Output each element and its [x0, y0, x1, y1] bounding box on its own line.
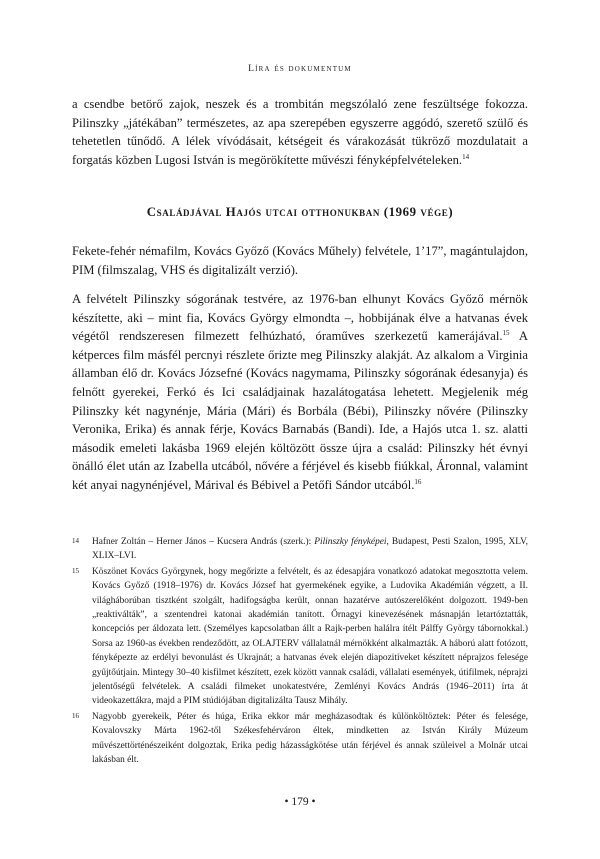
paragraph-main	[72, 290, 528, 495]
footnote-text: Hafner Zoltán – Herner János – Kucsera András (szerk.):	[92, 537, 315, 547]
section-title: Családjával Hajós utcai otthonukban (1969 vége)	[146, 205, 454, 219]
footnote-title: Pilinszky fényképei	[314, 537, 387, 547]
footnote-number: 16	[72, 711, 79, 720]
film-description: Fekete-fehér némafilm, Kovács Győző (Kovács Műhely) felvétele, 1’17”, magántulajdon, PIM (filmszalag, VHS és digitalizált verzió).	[72, 244, 528, 277]
footnote-ref[interactable]: 15	[502, 329, 510, 337]
footnotes	[72, 535, 528, 769]
footnote-text: Nagyobb gyerekeik, Péter és húga, Erika ekkor már megházasodtak és különköltöztek: Péter és felesége, Kovalovszky Márta 1962-től Székesfehérváron éltek, mindketten az István Király Múzeum művészettörténészeiként dolgoztak, Erika pedig házasságkötése után férjével és annak szüleivel a Molnár utcai lakásban élt.	[92, 711, 528, 766]
footnote	[72, 565, 528, 709]
running-head: Líra és dokumentum	[248, 64, 352, 74]
paragraph-text: A felvételt Pilinszky sógorának testvére, az 1976-ban elhunyt Kovács Győző mérnök készítette, aki – mint fia, Kovács György elmondta –, hobbijának élve a hatvanas évek végétől rendszeresen filmezett felhúzható, óraműves szerkezetű kamerájával.	[72, 292, 528, 344]
footnote-ref[interactable]: 16	[414, 477, 422, 486]
footnote-ref[interactable]: 14	[462, 152, 470, 161]
footnote	[72, 710, 528, 768]
paragraph-text: a csendbe betörő zajok, neszek és a trombitán megszólaló zene feszültsége fokozza. Pilinszky „játékában” természetes, az apa szerepében egyszerre aggódó, szerető szülő és tehetetlen tűnődő. A lélek vívódásait, kétségeit és várakozását tükröző mozdulatait a forgatás közben Lugosi István is megörökítette művészi fényképfelvételeken.	[72, 97, 528, 167]
footnote-text: Köszönet Kovács Györgynek, hogy megőrizte a felvételt, és az édesapjára vonatkozó adatokat megosztotta velem. Kovács Győző (1918–1976) dr. Kovács József hat gyermekének egyike, a Ludovika Akadémián végzett, a II. világháborúban tisztként szolgált, hadifogságba került, onnan hazatérve autószerelőként dolgozott. 1949-ben „reaktiválták”, a szentendrei katonai akadémián tanított. Őrnagyi kinevezésének másnapján letartóztatták, koncepciós per áldozata lett. (Személyes kapcsolatban állt a Rajk-perben halálra ítélt Pálffy György tábornokkal.) Sorsa az 1960-as években rendeződött, az OLAJTERV vállalatnál mérnökként alkalmazták. A háború alatt fotózott, fényképezte az erdélyi bevonulást és Ukrajnát; a hatvanas évek elején diapozitíveket készített néprajzos felesége gyűjtőútjain. Mintegy 30–40 kisfilmet készített, ezek között vannak családi, vállalati események, útifilmek, néprajzi jelentőségű felvételek. A családi filmeket unokatestvére, Zemlényi Kovács András (1946–2011) írta át videokazettákra, majd a PIM stúdiójában digitalizálta Tausz Mihály.	[92, 566, 528, 707]
page-number: • 179 •	[284, 796, 316, 808]
paragraph-text: A kétperces film másfél percnyi részlete őrizte meg Pilinszky alakját. Az alkalom a Virginia államban élő dr. Kovács Józsefné (Kovács nagymama, Pilinszky sógorának édesanyja) és felnőtt gyerekei, Ferkó és Ici családjainak hazalátogatása lehetett. Megjelenik még Pilinszky két nagynénje, Mária (Mári) és Borbála (Bébi), Pilinszky nővére (Pilinszky Veronika, Erika) és annak férje, Kovács Barnabás (Bandi). Ide, a Hajós utca 1. sz. alatti második emeleti lakásba 1969 elején költözött össze újra a család: Pilinszky hét évnyi önálló élet után az Izabella utcából, nővére a férjével és kisebb fiúkkal, Áronnal, valamint két anyai nagynénjével, Márival és Bébivel a Petőfi Sándor utcából.	[72, 329, 528, 492]
paragraph-continuation	[72, 95, 528, 169]
footnote-number: 15	[72, 566, 79, 575]
footnote-number: 14	[72, 537, 79, 545]
footnote	[72, 535, 528, 564]
footnote-text: , Budapest, Pesti Szalon, 1995, XLV, XLIX–LVI.	[92, 537, 528, 562]
